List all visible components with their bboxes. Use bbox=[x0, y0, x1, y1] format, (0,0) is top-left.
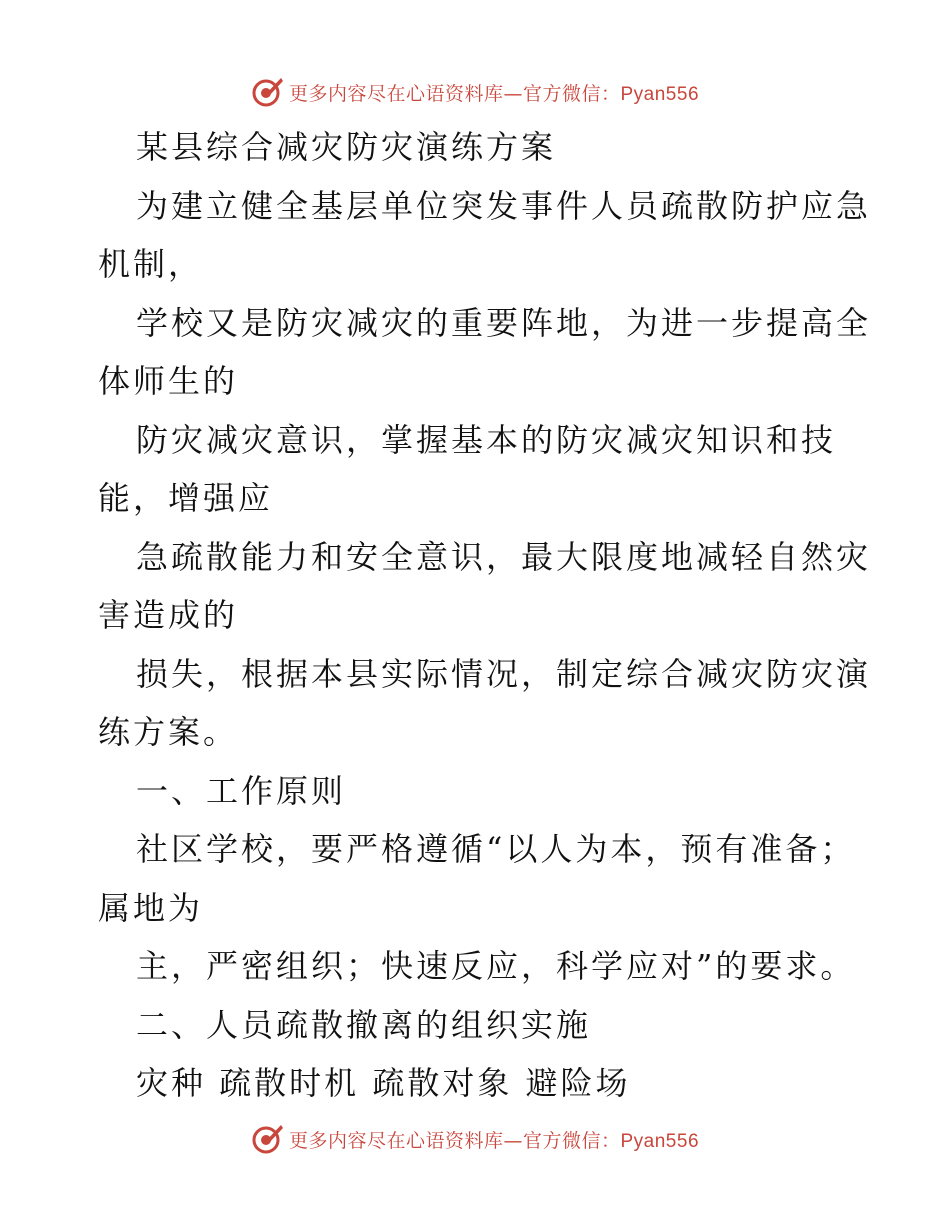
paragraph-line: 急疏散能力和安全意识，最大限度地减轻自然灾 bbox=[136, 537, 872, 576]
table-header-line: 灾种 疏散时机 疏散对象 避险场 bbox=[136, 1064, 631, 1102]
document-title: 某县综合减灾防灾演练方案 bbox=[136, 128, 557, 166]
paragraph-line: 属地为 bbox=[98, 888, 204, 927]
paragraph-line: 防灾减灾意识，掌握基本的防灾减灾知识和技 bbox=[136, 420, 837, 459]
section-heading: 二、人员疏散撤离的组织实施 bbox=[136, 1005, 592, 1044]
document-body bbox=[98, 118, 872, 1113]
paragraph-line: 练方案。 bbox=[98, 713, 239, 751]
paragraph-line: 能，增强应 bbox=[98, 479, 274, 517]
quill-logo-icon bbox=[251, 1122, 285, 1156]
paragraph-line: 社区学校，要严格遵循“以人为本，预有准备； bbox=[136, 830, 856, 868]
watermark-text: 更多内容尽在心语资料库—官方微信：Pyan556 bbox=[288, 82, 700, 105]
quill-logo-icon bbox=[251, 75, 285, 109]
watermark-text: 更多内容尽在心语资料库—官方微信：Pyan556 bbox=[288, 1129, 700, 1152]
paragraph-line: 损失，根据本县实际情况，制定综合减灾防灾演 bbox=[136, 654, 872, 693]
paragraph-line: 主，严密组织；快速反应，科学应对”的要求。 bbox=[136, 947, 856, 985]
paragraph-line: 机制， bbox=[98, 245, 204, 283]
paragraph-line: 为建立健全基层单位突发事件人员疏散防护应急 bbox=[136, 186, 872, 225]
section-heading: 一、工作原则 bbox=[136, 771, 347, 810]
paragraph-line: 害造成的 bbox=[98, 596, 239, 634]
header-watermark bbox=[0, 72, 950, 112]
paragraph-line: 体师生的 bbox=[98, 362, 239, 400]
footer-watermark bbox=[0, 1119, 950, 1159]
paragraph-line: 学校又是防灾减灾的重要阵地，为进一步提高全 bbox=[136, 303, 872, 342]
